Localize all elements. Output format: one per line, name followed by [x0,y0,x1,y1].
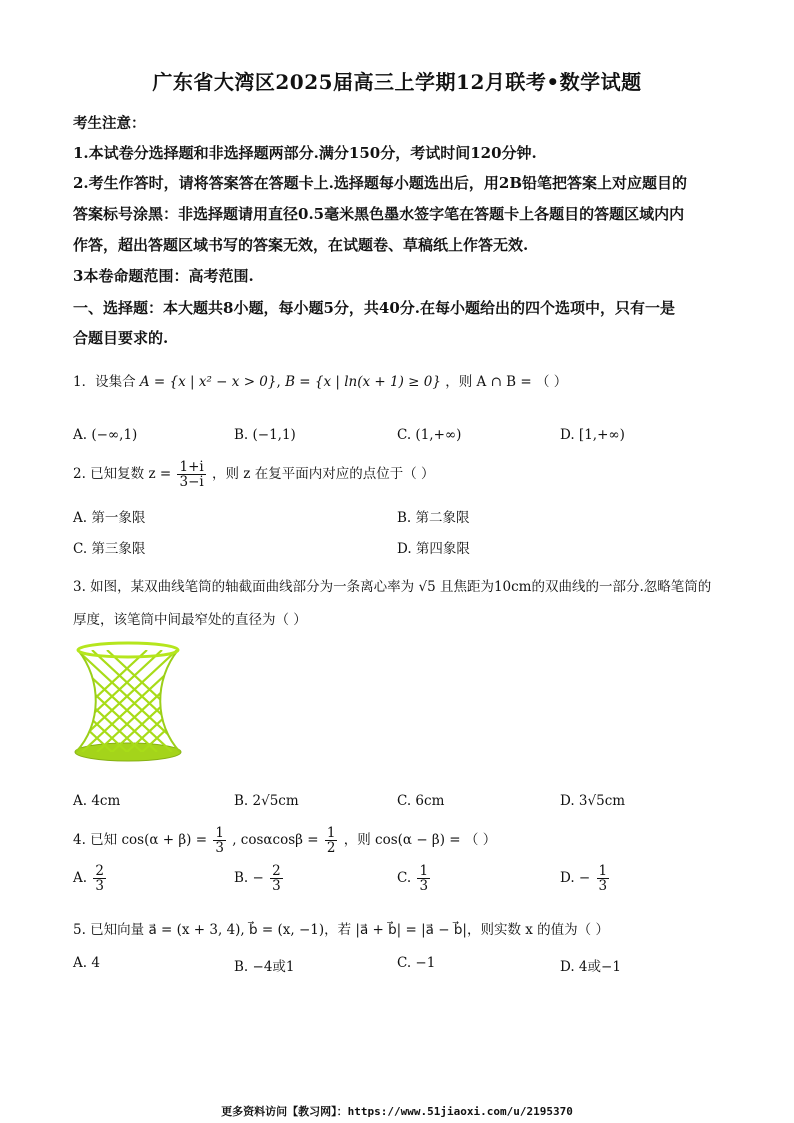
notice-line-1: 1.本试卷分选择题和非选择题两部分.满分150分，考试时间120分钟. [73,144,537,162]
q4-frac2-numerator: 1 [326,825,336,841]
q4-option-b-label: B. − [234,870,264,887]
q4-frac1-denominator: 3 [215,840,224,857]
q4-suffix: ，则 cos(α − β) = （ ） [343,832,497,849]
q2-denominator: 3−i [179,474,204,491]
q4-option-b-num: 2 [272,863,281,879]
q1-prefix: 1．设集合 [73,374,136,390]
q2-suffix: ，则 z 在复平面内对应的点位于（ ） [212,466,435,483]
question-4 [73,826,496,855]
q4-option-c-num: 1 [419,863,429,879]
q1-suffix: ，则 A ∩ B = （ ） [445,374,568,390]
q4-option-b-den: 3 [272,878,281,895]
section-heading-line-2: 合题目要求的. [73,329,169,347]
question-3-line-2: 厚度，该笔筒中间最窄处的直径为（ ） [73,612,307,628]
q4-option-b [234,864,285,893]
q3-option-d: D. 3√5cm [560,793,626,809]
q3-option-c: C. 6cm [397,793,445,809]
q4-option-d-den: 3 [598,878,608,895]
q2-option-d: D. 第四象限 [397,541,470,557]
q5-option-c: C. −1 [397,955,436,971]
q2-numerator: 1+i [179,459,204,475]
q5-option-a: A. 4 [73,955,100,971]
footer-link[interactable]: 更多资料访问【教习网】：https://www.51jiaoxi.com/u/2195370 [221,1105,573,1118]
q4-option-a-num: 2 [95,863,104,879]
q4-fraction-2 [325,826,338,855]
q1-option-b: B. (−1,1) [234,427,296,443]
q4-option-a-den: 3 [95,878,104,895]
q4-frac1-numerator: 1 [215,825,224,841]
q4-option-a-label: A. [73,870,88,887]
notice-line-3: 答案标号涂黑：非选择题请用直径0.5毫米黑色墨水签字笔在答题卡上各题目的答题区域内内 [73,205,685,223]
q2-option-c: C. 第三象限 [73,541,146,557]
q4-option-a [73,864,108,893]
q4-option-c-label: C. [397,870,412,887]
q1-option-d: D. [1,+∞) [560,427,625,443]
question-5: 5. 已知向量 a⃗ = (x + 3, 4), b⃗ = (x, −1)，若 |a⃗ + b⃗| = |a⃗ − b⃗|，则实数 x 的值为（ ） [73,922,609,938]
q2-prefix: 2. 已知复数 z = [73,466,172,483]
q4-option-d-label: D. − [560,870,591,887]
question-2 [73,460,435,489]
question-3-line-1: 3. 如图，某双曲线笔筒的轴截面曲线部分为一条离心率为 √5 且焦距为10cm的双曲线的一部分.忽略笔筒的 [73,579,712,595]
q4-fraction-1 [213,826,226,855]
q1-set-a: A = {x | x² − x > 0} [139,374,277,390]
q4-prefix: 4. 已知 cos(α + β) = [73,832,208,849]
hyperboloid-pen-holder-image [72,640,184,764]
notice-heading: 考生注意： [73,115,146,132]
q4-mid: , cosαcosβ = [232,832,319,849]
q2-option-a: A. 第一象限 [73,510,146,526]
notice-line-2: 2.考生作答时，请将答案答在答题卡上.选择题每小题选出后，用2B铅笔把答案上对应题目的 [73,174,688,192]
q1-option-c: C. (1,+∞) [397,427,462,443]
q4-option-d-num: 1 [598,863,608,879]
q5-option-b: B. −4或1 [234,959,295,975]
q4-frac2-denominator: 2 [326,840,336,857]
q2-fraction [177,460,205,489]
q2-option-b: B. 第二象限 [397,510,470,526]
notice-line-5: 3本卷命题范围：高考范围. [73,267,254,285]
section-heading-line-1: 一、选择题：本大题共8小题，每小题5分，共40分.在每小题给出的四个选项中，只有一是 [73,299,675,317]
q4-option-d [560,864,611,893]
q3-option-a: A. 4cm [73,793,121,809]
q1-option-a: A. (−∞,1) [73,427,138,443]
page-title: 广东省大湾区2025届高三上学期12月联考•数学试题 [152,70,642,94]
q5-option-d: D. 4或−1 [560,959,621,975]
notice-line-4: 作答，超出答题区域书写的答案无效，在试题卷、草稿纸上作答无效. [73,236,529,254]
q1-set-b: B = {x | ln(x + 1) ≥ 0} [285,374,441,390]
q4-option-c-den: 3 [419,878,429,895]
q3-option-b: B. 2√5cm [234,793,299,809]
q4-option-c [397,864,432,893]
question-1: 1．设集合 A = {x | x² − x > 0}, B = {x | ln(x + 1) ≥ 0} ，则 A ∩ B = （ ） [73,374,568,390]
